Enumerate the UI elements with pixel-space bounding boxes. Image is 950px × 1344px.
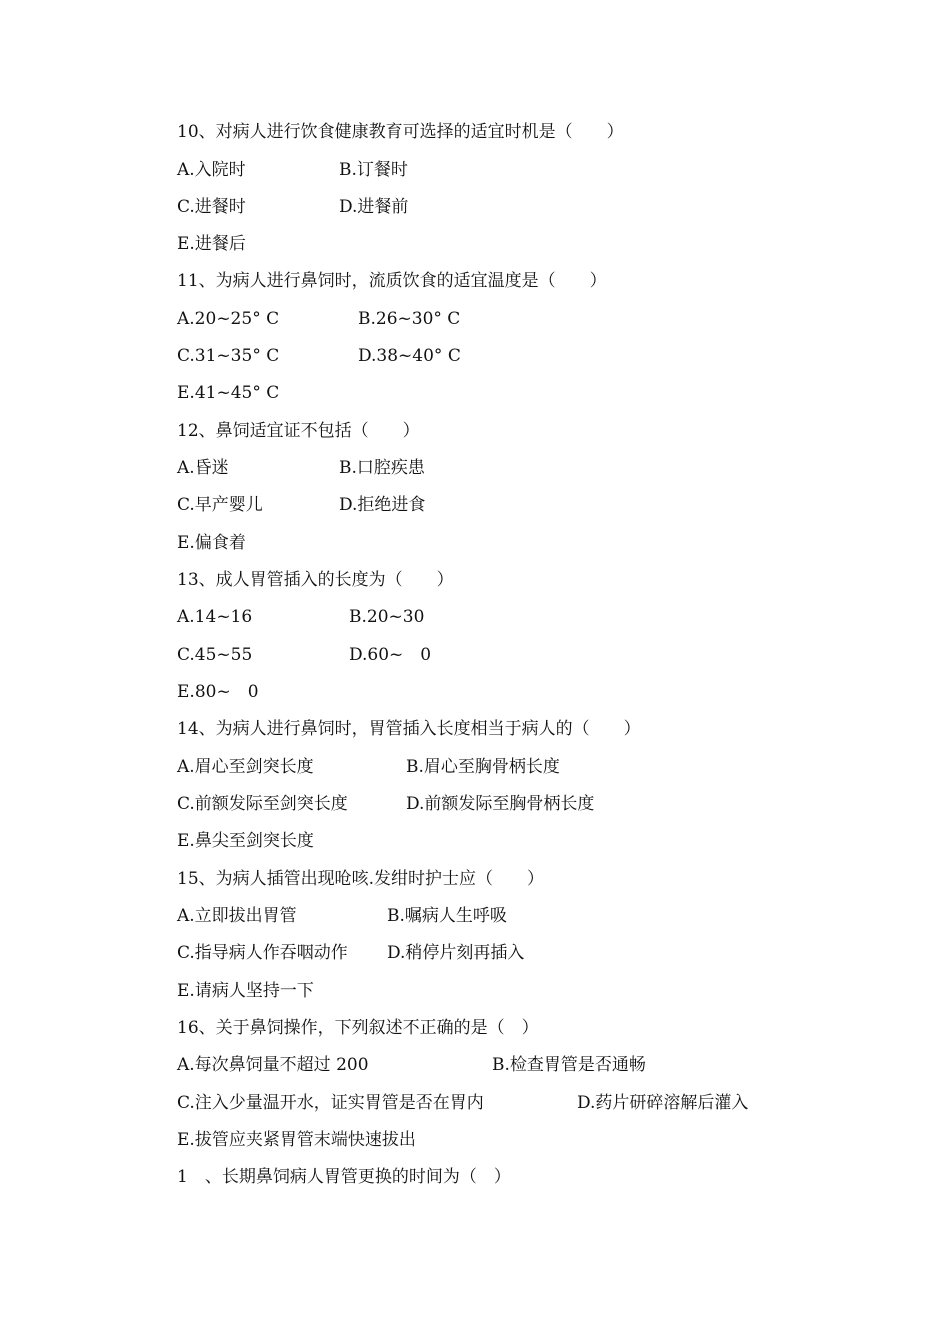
question-16-stem: 16、关于鼻饲操作，下列叙述不正确的是（ ） [177,1018,539,1038]
question-11-option-b: B.26~30° C [358,309,461,329]
question-15-option-e: E.请病人坚持一下 [177,981,314,1001]
question-16-option-a: A.每次鼻饲量不超过 200 [177,1055,369,1075]
question-14-option-b: B.眉心至胸骨柄长度 [406,757,560,777]
question-13-option-b: B.20~30 [349,607,425,627]
question-13-option-e: E.80~ 0 [177,682,259,702]
question-10-option-e: E.进餐后 [177,234,246,254]
question-11-stem: 11、为病人进行鼻饲时，流质饮食的适宜温度是（ ） [177,271,607,291]
question-17-stem: 1 、长期鼻饲病人胃管更换的时间为（ ） [177,1167,511,1187]
question-16-option-b: B.检查胃管是否通畅 [492,1055,646,1075]
question-14-option-d: D.前额发际至胸骨柄长度 [406,794,595,814]
question-16-option-c: C.注入少量温开水，证实胃管是否在胃内 [177,1093,484,1113]
question-16-option-e: E.拔管应夹紧胃管末端快速拔出 [177,1130,416,1150]
question-12-option-d: D.拒绝进食 [339,495,426,515]
question-11-option-c: C.31~35° C [177,346,280,366]
question-15-option-b: B.嘱病人生呼吸 [387,906,507,926]
question-16-option-d: D.药片研碎溶解后灌入 [577,1093,749,1113]
question-12-stem: 12、鼻饲适宜证不包括（ ） [177,421,420,441]
question-10-option-d: D.进餐前 [339,197,409,217]
question-10-option-c: C.进餐时 [177,197,246,217]
question-14-option-e: E.鼻尖至剑突长度 [177,831,314,851]
question-15-option-c: C.指导病人作吞咽动作 [177,943,348,963]
question-14-option-a: A.眉心至剑突长度 [177,757,314,777]
question-10-option-b: B.订餐时 [339,160,408,180]
question-11-option-d: D.38~40° C [358,346,461,366]
question-13-option-d: D.60~ 0 [349,645,432,665]
question-10-stem: 10、对病人进行饮食健康教育可选择的适宜时机是（ ） [177,122,624,142]
question-12-option-a: A.昏迷 [177,458,229,478]
question-15-option-d: D.稍停片刻再插入 [387,943,525,963]
question-12-option-b: B.口腔疾患 [339,458,425,478]
question-13-stem: 13、成人胃管插入的长度为（ ） [177,570,454,590]
question-13-option-c: C.45~55 [177,645,253,665]
question-13-option-a: A.14~16 [177,607,253,627]
question-11-option-e: E.41~45° C [177,383,280,403]
question-15-stem: 15、为病人插管出现呛咳.发绀时护士应（ ） [177,869,545,889]
question-12-option-e: E.偏食着 [177,533,246,553]
question-14-stem: 14、为病人进行鼻饲时，胃管插入长度相当于病人的（ ） [177,719,641,739]
question-10-option-a: A.入院时 [177,160,246,180]
question-11-option-a: A.20~25° C [177,309,280,329]
question-12-option-c: C.早产婴儿 [177,495,263,515]
question-15-option-a: A.立即拔出胃管 [177,906,297,926]
question-14-option-c: C.前额发际至剑突长度 [177,794,348,814]
